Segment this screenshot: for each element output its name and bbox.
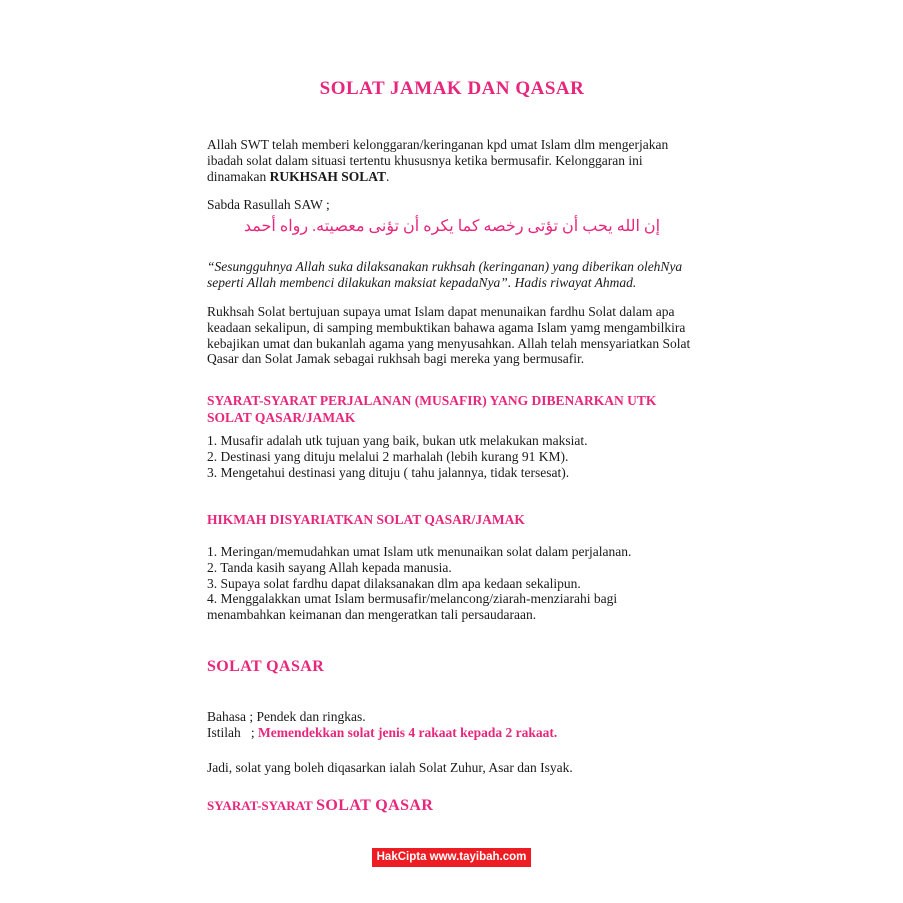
list-item: 1. Meringan/memudahkan umat Islam utk menunaikan solat dalam perjalanan. (207, 544, 632, 559)
istilah-label: Istilah ; (207, 724, 258, 740)
jadi-line: Jadi, solat yang boleh diqasarkan ialah Solat Zuhur, Asar dan Isyak. (207, 760, 573, 775)
heading-solat-qasar: SOLAT QASAR (207, 658, 325, 675)
list-item: 3. Supaya solat fardhu dapat dilaksanakan dlm apa kedaan sekalipun. (207, 575, 581, 591)
list-item: 1. Musafir adalah utk tujuan yang baik, bukan utk melakukan maksiat. (207, 433, 588, 448)
heading-large-part: SOLAT QASAR (316, 797, 434, 814)
bahasa-line: Bahasa ; Pendek dan ringkas. (207, 709, 366, 724)
intro-paragraph (207, 137, 697, 184)
rukhsah-paragraph: Rukhsah Solat bertujuan supaya umat Islam dapat menunaikan fardhu Solat dalam apa keadaan sekalipun, di samping membuktikan bahawa agama Islam yamg mengambilkira kebajikan umat dan bukanlah agama yang menyusahkan. Allah telah mensyariatkan Solat Qasar dan Solat Jamak sebagai rukhsah bagi mereka yang bermusafir. (207, 304, 691, 367)
copyright-text: HakCipta www.tayibah.com (372, 848, 532, 867)
page-title: SOLAT JAMAK DAN QASAR (319, 78, 585, 99)
heading-syarat-solat-qasar (207, 798, 697, 815)
sabda-line: Sabda Rasullah SAW ; (207, 197, 330, 212)
hikmah-list (207, 544, 697, 623)
hadith-arabic-text: إن الله يحب أن تؤتى رخصه كما يكره أن تؤنى معصيته. رواه أحمد (243, 218, 661, 235)
list-item: 2. Destinasi yang dituju melalui 2 marhalah (lebih kurang 91 KM). (207, 448, 569, 464)
intro-text: Allah SWT telah memberi kelonggaran/keringanan kpd umat Islam dlm mengerjakan ibadah solat dalam situasi tertentu khususnya ketika bermusafir. Kelonggaran ini dinamakan (207, 137, 669, 184)
hadith-translation: “Sesungguhnya Allah suka dilaksanakan rukhsah (keringanan) yang diberikan olehNya seperti Allah membenci dilakukan maksiat kepadaNya”. Hadis riwayat Ahmad. (207, 259, 683, 290)
heading-syarat-perjalanan: SYARAT-SYARAT PERJALANAN (MUSAFIR) YANG DIBENARKAN UTK SOLAT QASAR/JAMAK (207, 393, 657, 425)
heading-hikmah: HIKMAH DISYARIATKAN SOLAT QASAR/JAMAK (207, 512, 525, 527)
heading-small-part: SYARAT-SYARAT (207, 798, 313, 813)
intro-bold-term: RUKHSAH SOLAT (269, 168, 387, 184)
list-item: 2. Tanda kasih sayang Allah kepada manusia. (207, 559, 452, 575)
intro-suffix: . (386, 168, 390, 184)
list-item: 4. Menggalakkan umat Islam bermusafir/melancong/ziarah-menziarahi bagi menambahkan keimanan dan mengeratkan tali persaudaraan. (207, 591, 618, 623)
istilah-line (207, 725, 697, 741)
istilah-value: Memendekkan solat jenis 4 rakaat kepada 2 rakaat. (258, 724, 558, 740)
list-item: 3. Mengetahui destinasi yang dituju ( tahu jalannya, tidak tersesat). (207, 464, 570, 480)
copyright-badge (0, 847, 903, 867)
definition-lines (207, 709, 697, 741)
syarat-perjalanan-list (207, 433, 697, 480)
